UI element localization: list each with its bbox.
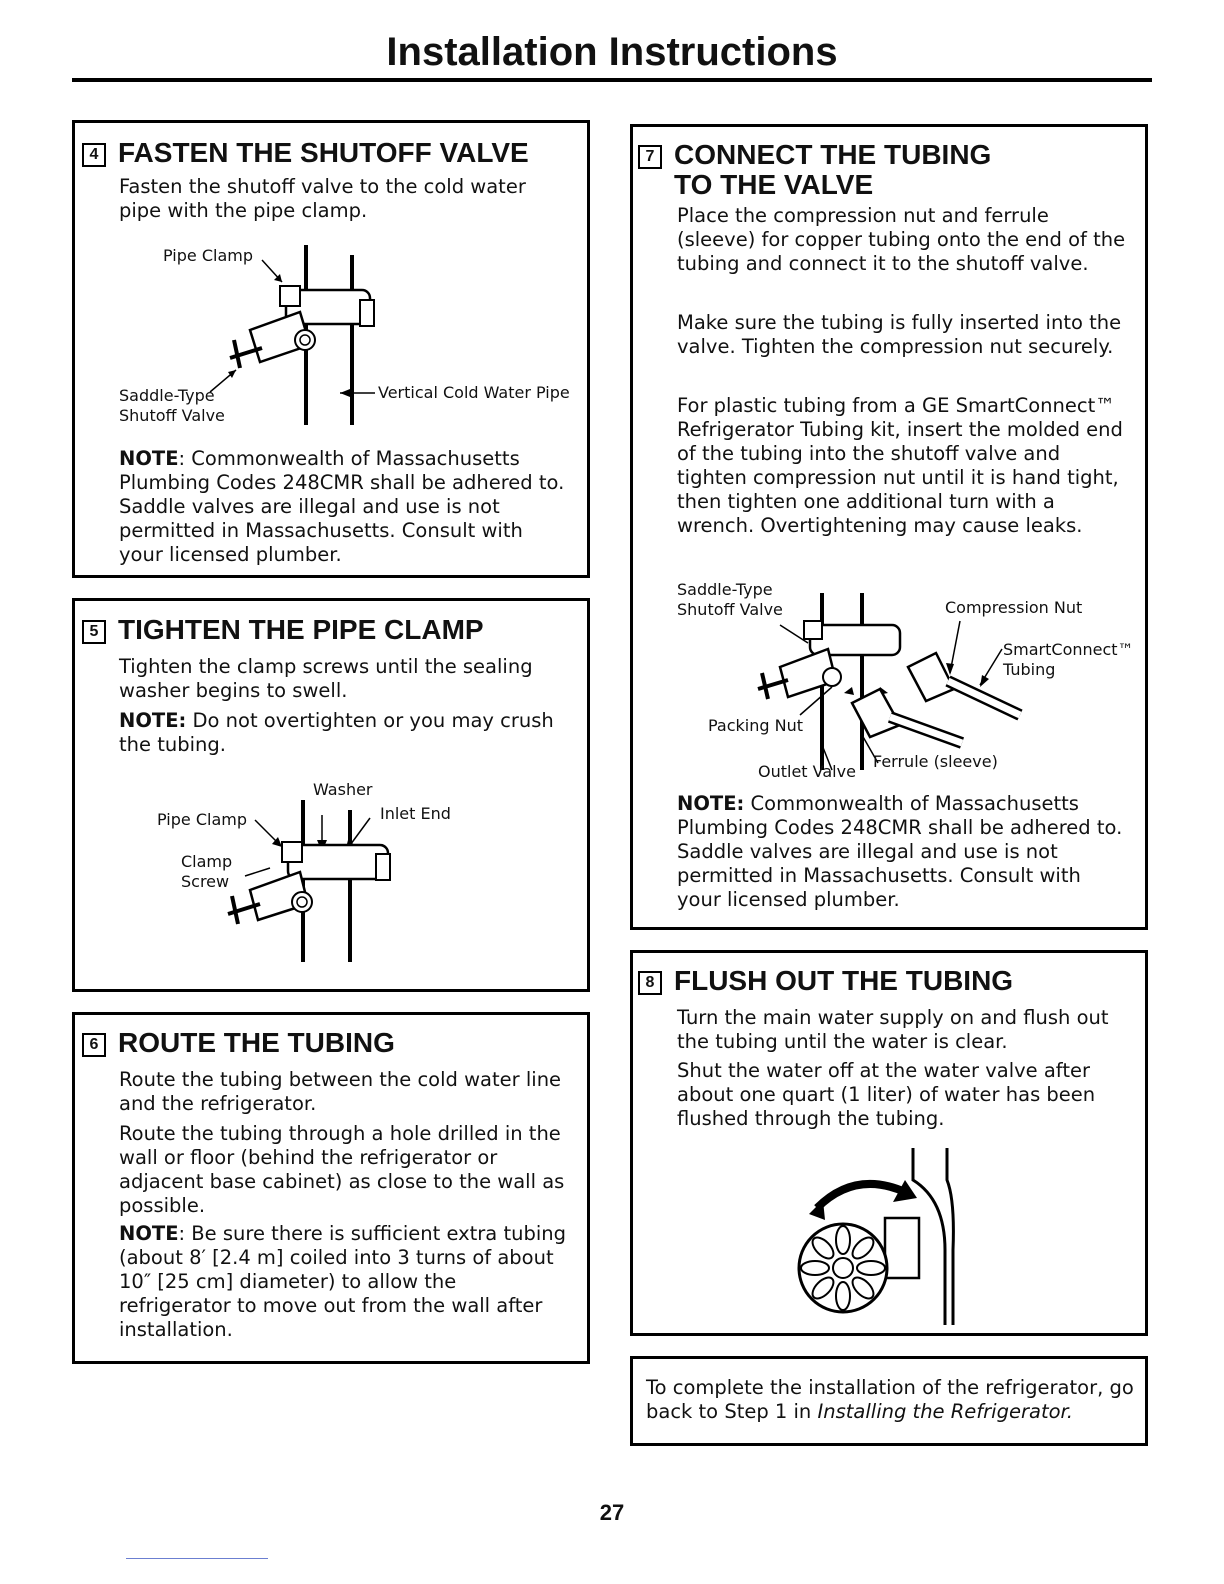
step-5-text: Tighten the clamp screws until the sealing washer begins to swell. [119, 655, 533, 702]
step-heading: FLUSH OUT THE TUBING [674, 965, 1014, 996]
step-5-note [119, 709, 569, 757]
step-6-note [119, 1222, 571, 1342]
note-text: Do not overtighten or you may crush the tubing. [119, 709, 554, 756]
step-4-note [119, 447, 569, 567]
step-8-text-2: Shut the water off at the water valve after about one quart (1 liter) of water has been flushed through the tubing. [677, 1059, 1096, 1130]
step-number: 4 [82, 143, 106, 167]
step-7-text-2: Make sure the tubing is fully inserted into the valve. Tighten the compression nut securely. [677, 311, 1122, 358]
step-heading: CONNECT THE TUBING TO THE VALVE [674, 139, 992, 200]
label-compression-nut: Compression Nut [945, 598, 1083, 617]
label-pipe-clamp: Pipe Clamp [157, 810, 247, 829]
label-saddle-valve: Saddle-Type Shutoff Valve [677, 580, 783, 619]
note-label: NOTE [119, 447, 179, 470]
step-6-header [82, 1028, 395, 1058]
step-heading: FASTEN THE SHUTOFF VALVE [118, 137, 529, 168]
note-text: : Commonwealth of Massachusetts Plumbing Codes 248CMR shall be adhered to. Saddle valves are illegal and use is not permitted in Massachusetts. Consult with your licensed plumber. [119, 447, 565, 566]
step-number: 5 [82, 620, 106, 644]
label-inlet-end: Inlet End [380, 804, 451, 823]
note-label: NOTE: [677, 792, 745, 815]
step-8-header [638, 966, 1013, 996]
page-number: 27 [599, 1500, 625, 1525]
step-6-text-2: Route the tubing through a hole drilled in the wall or floor (behind the refrigerator or adjacent base cabinet) as close to the wall as possible. [119, 1122, 565, 1217]
label-vertical-pipe: Vertical Cold Water Pipe [378, 383, 570, 402]
step-6-text-1: Route the tubing between the cold water line and the refrigerator. [119, 1068, 562, 1115]
step-8-text-1: Turn the main water supply on and flush out the tubing until the water is clear. [677, 1006, 1109, 1053]
label-outlet-valve: Outlet Valve [758, 762, 856, 781]
page-title: Installation Instructions [386, 30, 838, 74]
title-rule [72, 78, 1152, 82]
footer-link-line [126, 1558, 268, 1559]
step-heading: TIGHTEN THE PIPE CLAMP [118, 614, 484, 645]
step-7-text-1: Place the compression nut and ferrule (sleeve) for copper tubing onto the end of the tubing and connect it to the shutoff valve. [677, 204, 1126, 275]
note-text: : Be sure there is sufficient extra tubing (about 8′ [2.4 m] coiled into 3 turns of about 10″ [25 cm] diameter) to allow the refrigerator to move out from the wall after installation. [119, 1222, 566, 1341]
step-number: 8 [638, 971, 662, 995]
label-packing-nut: Packing Nut [708, 716, 804, 735]
label-clamp-screw: Clamp Screw [181, 852, 233, 891]
label-ferrule: Ferrule (sleeve) [873, 752, 998, 771]
note-text: Commonwealth of Massachusetts Plumbing Codes 248CMR shall be adhered to. Saddle valves are illegal and use is not permitted in Massachusetts. Consult with your licensed plumber. [677, 792, 1123, 911]
step-4-header [82, 138, 529, 168]
completion-main: To complete the installation of the refrigerator, go back to Step 1 in [646, 1376, 1134, 1423]
handwheel-illustration-icon [795, 1140, 985, 1330]
step-number: 7 [638, 145, 662, 169]
completion-text [646, 1376, 1136, 1424]
step-7-note [677, 792, 1127, 912]
step-7-header [638, 140, 991, 200]
note-label: NOTE [119, 1222, 179, 1245]
note-label: NOTE: [119, 709, 187, 732]
step-5-header [82, 615, 484, 645]
step-heading: ROUTE THE TUBING [118, 1027, 395, 1058]
step-4-text: Fasten the shutoff valve to the cold water pipe with the pipe clamp. [119, 175, 526, 222]
completion-italic: Installing the Refrigerator. [817, 1400, 1073, 1423]
label-smartconnect-tubing: SmartConnect™ Tubing [1003, 640, 1134, 679]
label-pipe-clamp: Pipe Clamp [163, 246, 253, 265]
label-saddle-valve: Saddle-Type Shutoff Valve [119, 386, 225, 425]
label-washer: Washer [313, 780, 373, 799]
step-7-text-3: For plastic tubing from a GE SmartConnect™ Refrigerator Tubing kit, insert the molded end of the tubing into the shutoff valve and tighten compression nut until it is hand tight, then tighten one additional turn with a wrench. Overtightening may cause leaks. [677, 394, 1123, 537]
step-number: 6 [82, 1033, 106, 1057]
